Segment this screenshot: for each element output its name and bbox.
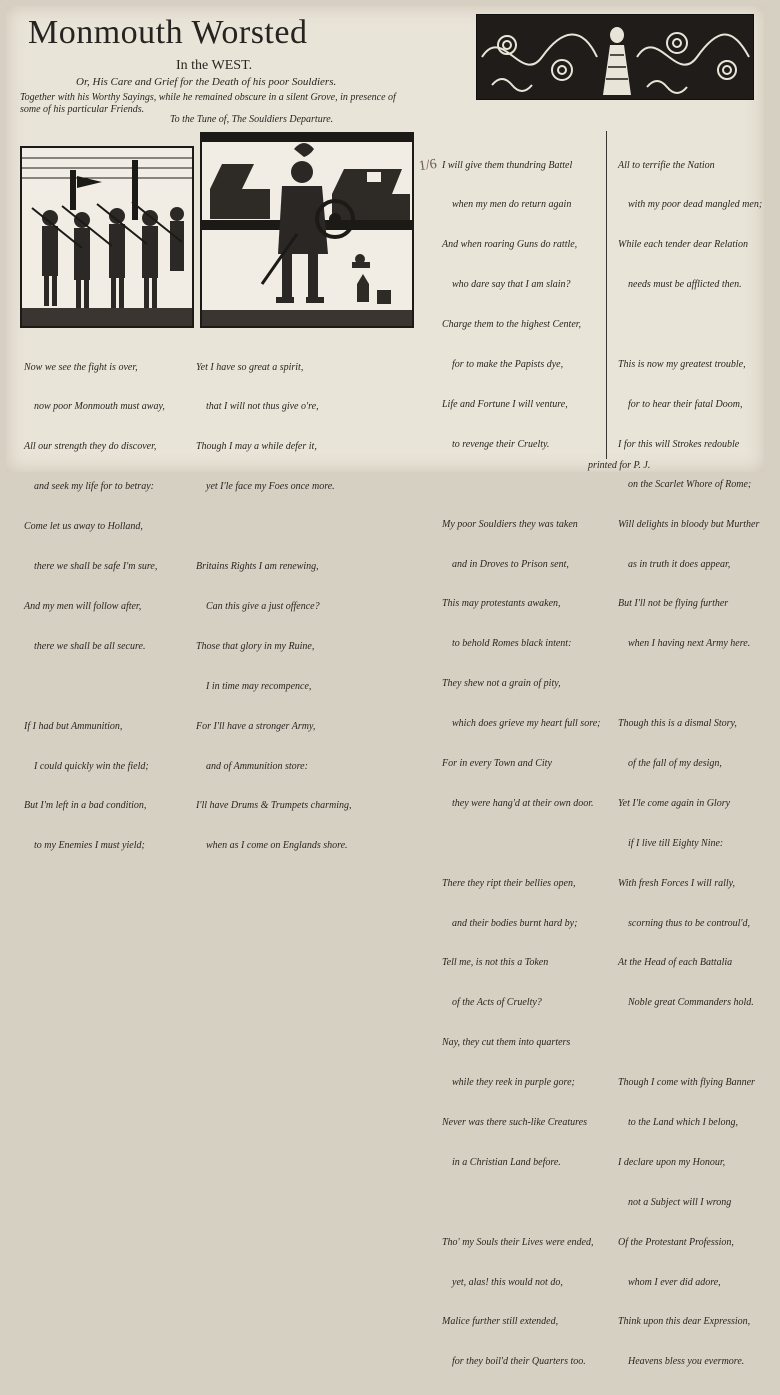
subtitle-west: In the WEST.	[176, 58, 253, 73]
verse-line	[442, 478, 601, 491]
verse-line: they were hang'd at their own door.	[442, 797, 594, 809]
verse-line: This may protestants awaken,	[442, 598, 561, 610]
soldiers-woodcut-image	[22, 148, 192, 326]
verse-line: While each tender dear Relation	[618, 239, 748, 251]
verse-line: I will give them thundring Battel	[442, 159, 573, 171]
verse-line: and seek my life for to betray:	[24, 481, 154, 493]
verse-line: needs must be afflicted then.	[618, 279, 742, 291]
verse-column-4	[618, 132, 762, 1395]
verse-line: If I had but Ammunition,	[24, 720, 123, 732]
verse-line	[442, 837, 601, 850]
verse-line: They shew not a grain of pity,	[442, 678, 561, 690]
broadside-sheet	[6, 6, 764, 1368]
verse-line: Life and Fortune I will venture,	[442, 398, 568, 410]
verse-line: Those that glory in my Ruine,	[196, 640, 315, 652]
verse-line: when as I come on Englands shore.	[196, 840, 348, 852]
verse-line: Though this is a dismal Story,	[618, 718, 737, 730]
verse-line	[618, 1036, 762, 1049]
column-divider	[606, 131, 607, 459]
printer-imprint: printed for P. J.	[588, 460, 651, 471]
verse-line: Never was there such-like Creatures	[442, 1116, 587, 1128]
verse-line: But I'll not be flying further	[618, 598, 729, 610]
subtitle-care-grief: Or, His Care and Grief for the Death of his poor Souldiers.	[76, 76, 337, 88]
verse-line: there we shall be all secure.	[24, 640, 146, 652]
verse-line: with my poor dead mangled men;	[618, 199, 763, 211]
verse-line: Noble great Commanders hold.	[618, 997, 754, 1009]
verse-line: There they ript their bellies open,	[442, 877, 576, 889]
verse-line: which does grieve my heart full sore;	[442, 718, 601, 730]
verse-line	[618, 677, 762, 690]
verse-line: on the Scarlet Whore of Rome;	[618, 478, 752, 490]
verse-line: And when roaring Guns do rattle,	[442, 239, 578, 251]
verse-line: For I'll have a stronger Army,	[196, 720, 316, 732]
verse-line: scorning thus to be controul'd,	[618, 917, 751, 929]
verse-line: I'll have Drums & Trumpets charming,	[196, 800, 352, 812]
verse-line: there we shall be safe I'm sure,	[24, 561, 158, 573]
verse-line: All our strength they do discover,	[24, 441, 157, 453]
verse-line: Heavens bless you evermore.	[618, 1356, 745, 1368]
verse-line: Tho' my Souls their Lives were ended,	[442, 1236, 594, 1248]
verse-line: to my Enemies I must yield;	[24, 840, 145, 852]
margin-note: 1/6	[417, 156, 438, 175]
verse-line: Now we see the fight is over,	[24, 361, 138, 373]
verse-line: who dare say that I am slain?	[442, 279, 571, 291]
verse-line: that I will not thus give o're,	[196, 401, 319, 413]
verse-line: Will delights in bloody but Murther	[618, 518, 760, 530]
verse-line: yet, alas! this would not do,	[442, 1276, 563, 1288]
soldiers-woodcut	[20, 146, 194, 328]
verse-line	[618, 318, 762, 331]
verse-line: For in every Town and City	[442, 757, 552, 769]
verse-line: I for this will Strokes redouble	[618, 438, 740, 450]
verse-line: Charge them to the highest Center,	[442, 319, 582, 331]
commander-woodcut	[200, 132, 414, 328]
verse-line: Tell me, is not this a Token	[442, 957, 549, 969]
verse-line: of the Acts of Cruelty?	[442, 997, 542, 1009]
verse-line: I in time may recompence,	[196, 680, 312, 692]
verse-line: My poor Souldiers they was taken	[442, 518, 578, 530]
verse-line: Of the Protestant Profession,	[618, 1236, 734, 1248]
verse-line	[24, 680, 165, 693]
verse-line: Nay, they cut them into quarters	[442, 1037, 571, 1049]
verse-line: to behold Romes black intent:	[442, 638, 572, 650]
verse-column-3	[442, 132, 601, 1395]
verse-line: This is now my greatest trouble,	[618, 359, 746, 371]
verse-line	[196, 520, 351, 533]
verse-line: for they boil'd their Quarters too.	[442, 1356, 586, 1368]
verse-line: when I having next Army here.	[618, 638, 751, 650]
verse-line: With fresh Forces I will rally,	[618, 877, 736, 889]
ballad-title: Monmouth Worsted	[28, 14, 308, 51]
verse-line: and in Droves to Prison sent,	[442, 558, 569, 570]
verse-line: yet I'le face my Foes once more.	[196, 481, 335, 493]
verse-line: as in truth it does appear,	[618, 558, 731, 570]
commander-woodcut-image	[202, 134, 412, 326]
verse-line: whom I ever did adore,	[618, 1276, 721, 1288]
verse-line: now poor Monmouth must away,	[24, 401, 165, 413]
verse-line: Yet I'le come again in Glory	[618, 797, 731, 809]
floral-ornament-woodcut	[476, 14, 754, 100]
subtitle-sayings: Together with his Worthy Sayings, while he remained obscure in a silent Grove, in presence of some of his particular Friends.	[20, 92, 396, 115]
verse-line: while they reek in purple gore;	[442, 1077, 575, 1089]
verse-line: Come let us away to Holland,	[24, 521, 143, 533]
verse-line: to the Land which I belong,	[618, 1116, 738, 1128]
verse-line: for to hear their fatal Doom,	[618, 398, 743, 410]
verse-line: I could quickly win the field;	[24, 760, 149, 772]
verse-line: to revenge their Cruelty.	[442, 438, 550, 450]
verse-line: and of Ammunition store:	[196, 760, 308, 772]
verse-line: Though I may a while defer it,	[196, 441, 317, 453]
verse-line: Can this give a just offence?	[196, 600, 320, 612]
verse-line: But I'm left in a bad condition,	[24, 800, 147, 812]
verse-line	[442, 1196, 601, 1209]
verse-line: All to terrifie the Nation	[618, 159, 715, 171]
verse-line: and their bodies burnt hard by;	[442, 917, 578, 929]
verse-column-2	[196, 334, 351, 879]
verse-line: Though I come with flying Banner	[618, 1077, 755, 1089]
verse-line: Think upon this dear Expression,	[618, 1316, 751, 1328]
verse-line: not a Subject will I wrong	[618, 1196, 732, 1208]
verse-line: Malice further still extended,	[442, 1316, 559, 1328]
verse-line: of the fall of my design,	[618, 757, 722, 769]
floral-ornament-image	[477, 15, 753, 99]
verse-line: in a Christian Land before.	[442, 1156, 561, 1168]
tune-line: To the Tune of, The Souldiers Departure.	[170, 114, 334, 125]
verse-line: I declare upon my Honour,	[618, 1156, 726, 1168]
verse-line: Britains Rights I am renewing,	[196, 561, 319, 573]
verse-line: for to make the Papists dye,	[442, 359, 564, 371]
verse-line: if I live till Eighty Nine:	[618, 837, 724, 849]
verse-line: when my men do return again	[442, 199, 572, 211]
verse-line: And my men will follow after,	[24, 600, 142, 612]
verse-line: At the Head of each Battalia	[618, 957, 733, 969]
verse-column-1	[24, 334, 165, 879]
verse-line: Yet I have so great a spirit,	[196, 361, 304, 373]
